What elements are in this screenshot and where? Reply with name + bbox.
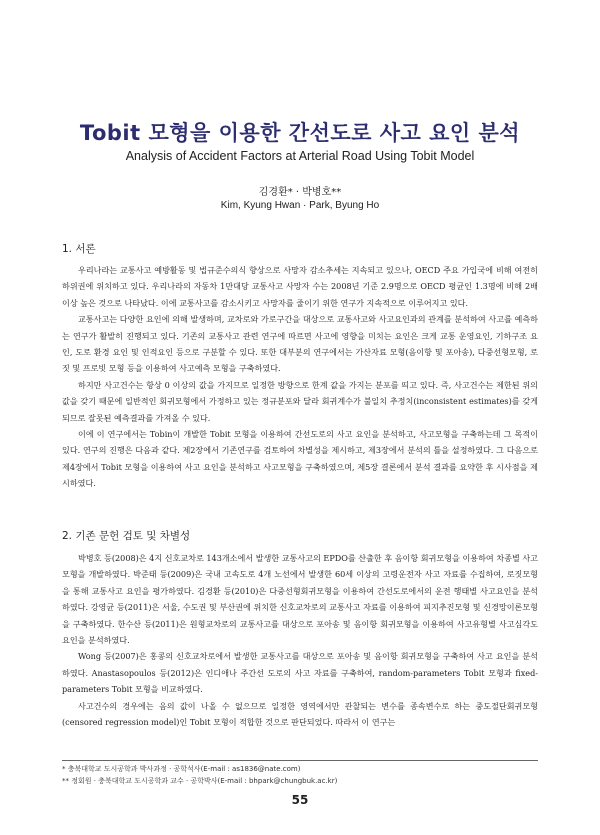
section-2-heading: 2. 기존 문헌 검토 및 차별성 [62,530,191,542]
section-2-paragraph-3: 사고건수의 경우에는 음의 값이 나올 수 없으므로 일정한 영역에서만 관찰되는 변수를 종속변수로 하는 중도절단회귀모형(censored regression model)인 Tobit 모형이 적합한 것으로 판단되었다. 따라서 이 연구는 [62,700,538,728]
section-1-paragraph-4: 이에 이 연구에서는 Tobin이 개발한 Tobit 모형을 이용하여 간선도로의 사고 요인을 분석하고, 사고모형을 구축하는데 그 목적이 있다. 연구의 진행은 다음과 같다. 제2장에서 기존연구를 검토하여 차별성을 제시하고, 제3장에서 분석의 틀을 설정하였다. 그 다음으로 제4장에서 Tobit 모형을 이용하여 사고 요인을 분석하고 사고모형을 구축하였으며, 제5장 결론에서 분석 결과를 요약한 후 시사점을 제시하였다. [62,429,538,489]
authors-korean: 김경환* · 박병호** [258,187,342,198]
section-1-paragraph-1: 우리나라는 교통사고 예방활동 및 법규준수의식 향상으로 사망자 감소추세는 지속되고 있으나, OECD 주요 가입국에 비해 여전히 하위권에 위치하고 있다. 우리나라의 자동차 1만대당 교통사고 사망자 수는 2008년 기준 2.9명으로 OECD 평균인 1.3명에 비해 2배 이상 높은 것으로 나타났다. 이에 교통사고를 감소시키고 사망자를 줄이기 위한 연구가 지속적으로 이루어지고 있다. [62,265,538,308]
section-1-paragraph-3: 하지만 사고건수는 항상 0 이상의 값을 가지므로 일정한 방향으로 한계 값을 가지는 분포를 띄고 있다. 즉, 사고건수는 제한된 위의 값을 갖기 때문에 일반적인 회귀모형에서 가정하고 있는 정규분포와 달라 회귀계수가 불일치 추정치(inconsistent estimates)를 갖게 되므로 잘못된 예측결과를 가져올 수 있다. [62,379,538,423]
section-2-paragraph-2: Wong 등(2007)은 홍콩의 신호교차로에서 발생한 교통사고를 대상으로 포아송 및 음이항 회귀모형을 구축하여 사고 요인을 분석하였다. Anastasopoulos 등(2012)은 인디애나 주간선 도로의 사고 자료를 구축하여, random-parameters Tobit 모형과 fixed-parameters Tobit 모형을 비교하였다. [62,651,538,695]
section-1-heading: 1. 서론 [62,243,96,255]
section-2-paragraph-1: 박병호 등(2008)은 4지 신호교차로 143개소에서 발생한 교통사고의 EPDO를 산출한 후 음이항 회귀모형을 이용하여 차종별 사고모형을 개발하였다. 박준태 등(2009)은 국내 고속도로 4개 노선에서 발생한 60세 이상의 고령운전자 사고 자료를 수집하여, 로짓모형을 통해 교통사고 요인을 평가하였다. 김경환 등(2010)은 다중선형회귀모형을 이용하여 간선도로에서의 운전 행태별 사고요인을 분석하였다. 강영균 등(2011)은 서울, 수도권 및 부산권에 위치한 신호교차로의 교통사고 자료를 이용하여 피지추진모형 및 신경망이론모형을 구축하였다. 한수산 등(2011)은 원형교차로의 교통사고를 대상으로 포아송 및 음이항 회귀모형을 이용하여 사고유형별 사고심각도 요인을 분석하였다. [62,553,538,646]
footnote-1: * 충북대학교 도시공학과 박사과정 · 공학석사(E-mail : as1836@nate.com) [62,765,301,773]
authors-english: Kim, Kyung Hwan · Park, Byung Ho [220,200,380,211]
section-1-paragraph-2: 교통사고는 다양한 요인에 의해 발생하며, 교차로와 가로구간을 대상으로 교통사고와 사고요인과의 관계를 분석하여 사고를 예측하는 연구가 활발히 진행되고 있다. 기존의 교통사고 관련 연구에 따르면 사고에 영향을 미치는 요인은 크게 교통 운영요인, 기하구조 요인, 도로 환경 요인 및 인적요인 등으로 구분할 수 있다. 또한 대부분의 연구에서는 가산자료 모형(음이항 및 포아송), 다중선형모형, 로짓 및 프로빗 모형 등을 이용하여 사고예측 모형을 구축하였다. [62,314,539,374]
paper-subtitle: Analysis of Accident Factors at Arterial Road Using Tobit Model [125,149,475,163]
page-number: 55 [291,793,309,807]
paper-title: Tobit 모형을 이용한 간선도로 사고 요인 분석 [79,121,521,145]
footnote-divider [62,760,538,761]
section-1-body [62,262,538,492]
section-2-body [62,550,538,730]
footnote-2: ** 정회원 · 충북대학교 도시공학과 교수 · 공학박사(E-mail : bhpark@chungbuk.ac.kr) [62,777,338,785]
